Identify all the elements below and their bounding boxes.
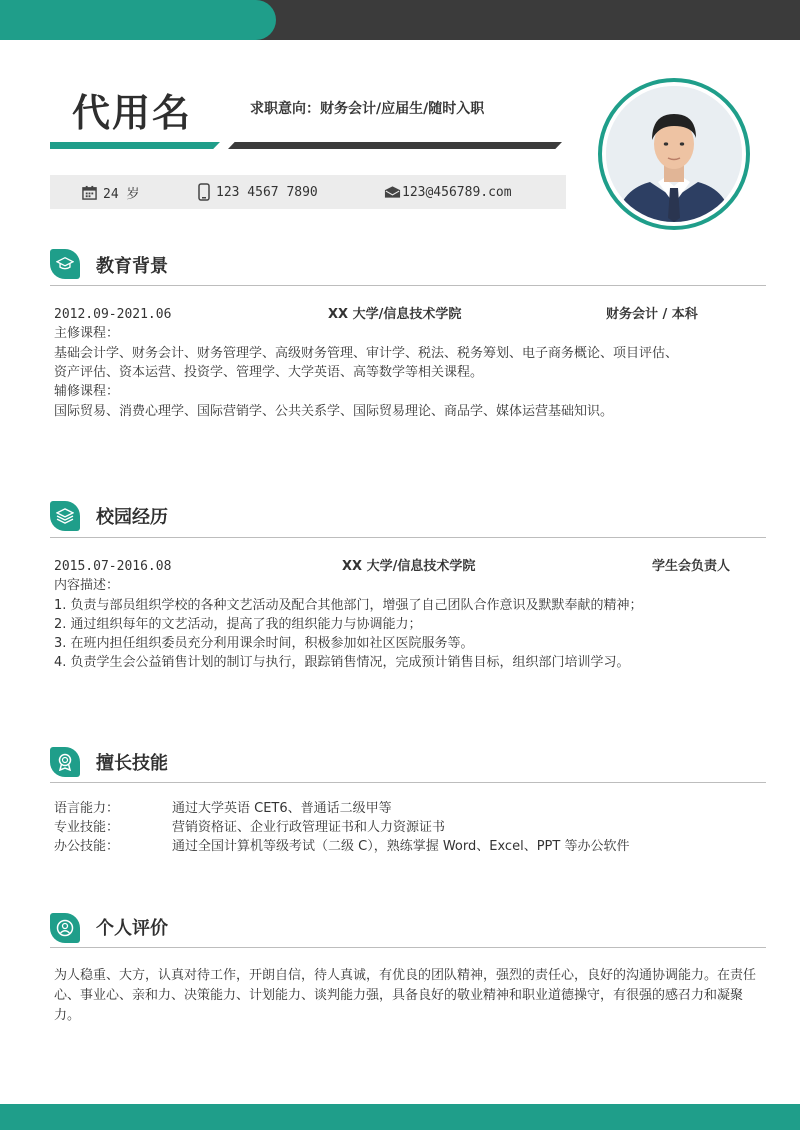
major-courses-line2: 资产评估、资本运营、投资学、管理学、大学英语、高等数学等相关课程。 (54, 365, 484, 380)
skill-label-office: 办公技能： (54, 839, 120, 854)
education-period: 2012.09-2021.06 (54, 307, 172, 322)
major-courses-line1: 基础会计学、财务会计、财务管理学、高级财务管理、审计学、税法、税务筹划、电子商务概论、项目评估、 (54, 346, 679, 361)
campus-desc-label: 内容描述： (54, 578, 120, 593)
email-item (384, 175, 512, 209)
evaluation-text: 为人稳重、大方，认真对待工作，开朗自信，待人真诚，有优良的团队精神，强烈的责任心，良好的沟通协调能力。在责任心、事业心、亲和力、决策能力、计划能力、谈判能力强，具备良好的敬业精神和职业道德操守，有很强的感召力和凝聚力。 (54, 968, 757, 1023)
campus-section-icon (50, 501, 80, 531)
skills-section-icon (50, 747, 80, 777)
header-rule-accent (50, 142, 220, 149)
education-title: 教育背景 (96, 256, 168, 277)
campus-item-4: 4. 负责学生会公益销售计划的制订与执行，跟踪销售情况，完成预计销售目标，组织部门培训学习。 (54, 655, 630, 670)
profile-photo (606, 86, 742, 222)
evaluation-title: 个人评价 (96, 918, 168, 939)
skills-rule (50, 782, 766, 783)
skill-value-professional: 营销资格证、企业行政管理证书和人力资源证书 (172, 820, 446, 835)
email-icon (384, 185, 401, 199)
campus-title: 校园经历 (96, 507, 168, 528)
medal-icon (57, 753, 73, 771)
candidate-name: 代用名 (72, 91, 193, 135)
person-portrait-icon (606, 86, 742, 222)
campus-role: 学生会负责人 (652, 559, 731, 574)
phone-icon (198, 183, 210, 201)
skill-value-office: 通过全国计算机等级考试（二级 C），熟练掌握 Word、Excel、PPT 等办公软件 (172, 839, 630, 854)
skills-title: 擅长技能 (96, 753, 168, 774)
campus-item-1: 1. 负责与部员组织学校的各种文艺活动及配合其他部门，增强了自己团队合作意识及默默奉献的精神； (54, 598, 643, 613)
age-text: 24 岁 (103, 186, 140, 202)
header-rule-dark (228, 142, 562, 149)
phone-text: 123 4567 7890 (216, 184, 318, 200)
skill-label-professional: 专业技能： (54, 820, 120, 835)
skill-value-language: 通过大学英语 CET6、普通话二级甲等 (172, 801, 392, 816)
campus-item-2: 2. 通过组织每年的文艺活动，提高了我的组织能力与协调能力； (54, 617, 422, 632)
evaluation-section-icon (50, 913, 80, 943)
graduation-cap-icon (56, 256, 74, 272)
minor-courses-label: 辅修课程： (54, 384, 120, 399)
campus-rule (50, 537, 766, 538)
skill-label-language: 语言能力： (54, 801, 120, 816)
evaluation-rule (50, 947, 766, 948)
contact-info-bar (50, 175, 566, 209)
age-item (82, 175, 139, 209)
user-circle-icon (56, 919, 74, 937)
email-text: 123@456789.com (402, 184, 512, 200)
campus-item-3: 3. 在班内担任组织委员充分利用课余时间，积极参加如社区医院服务等。 (54, 636, 474, 651)
education-major: 财务会计 / 本科 (606, 307, 698, 322)
campus-school: XX 大学/信息技术学院 (342, 559, 476, 574)
campus-period: 2015.07-2016.08 (54, 559, 172, 574)
major-courses-label: 主修课程： (54, 326, 120, 341)
layers-icon (56, 508, 74, 524)
profile-photo-frame (598, 78, 750, 230)
bottom-accent-bar (0, 1104, 800, 1130)
minor-courses: 国际贸易、消费心理学、国际营销学、公共关系学、国际贸易理论、商品学、媒体运营基础知识。 (54, 404, 614, 419)
top-accent-bar (0, 0, 276, 40)
job-intent: 求职意向：财务会计/应届生/随时入职 (250, 101, 485, 117)
education-school: XX 大学/信息技术学院 (328, 307, 462, 322)
education-rule (50, 285, 766, 286)
phone-item (198, 175, 318, 209)
education-section-icon (50, 249, 80, 279)
calendar-icon (82, 185, 97, 200)
